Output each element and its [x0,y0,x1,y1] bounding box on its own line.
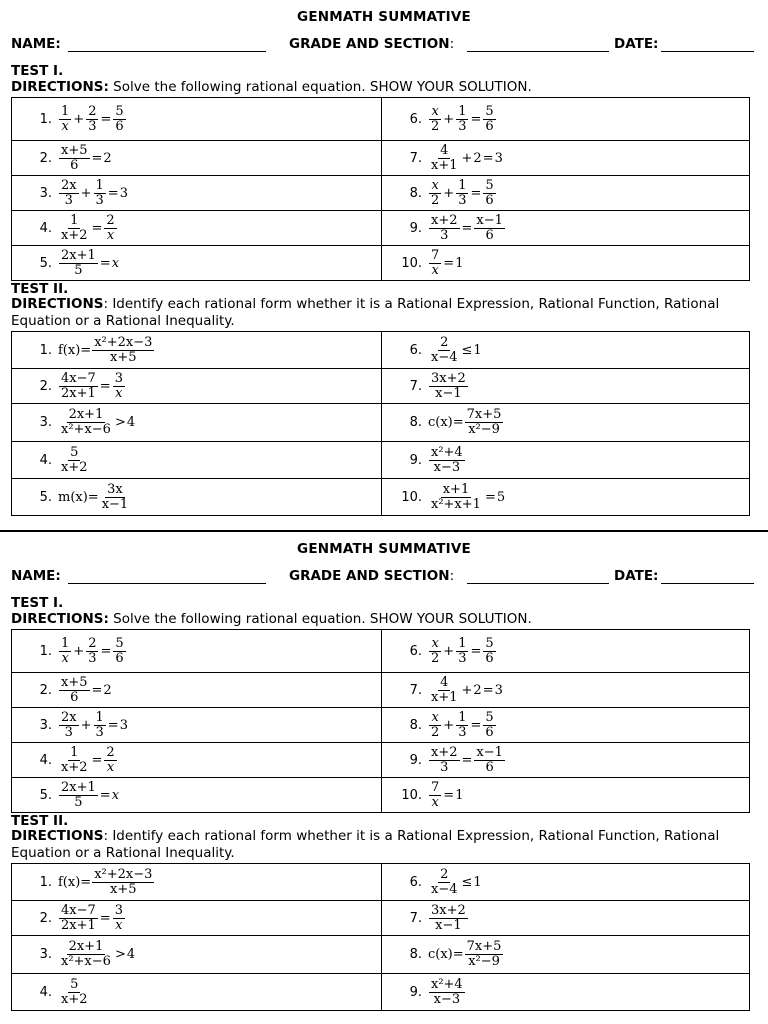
equation: $\frac{2x}{3}$ + $\frac{1}{3}$ = 3 [61,709,128,740]
test1-table [11,629,750,813]
student-info-line [11,566,756,586]
expression: $\frac{2}{x-4}$ ≤ 1 [431,334,482,365]
test1-table [11,97,750,281]
equation: $\frac{x+5}{6}$ = 2 [61,142,112,173]
test2-directions: DIRECTIONS: Identify each rational form whether it is a Rational Expression, Rational Function, Rational Equation or a Rational Inequality. [11,828,720,861]
student-info-line [11,34,756,54]
equation: $\frac{x}{2}$ + $\frac{1}{3}$ = $\frac{5}{6}$ [431,177,494,208]
expression: $\frac{5}{x+2}$ [61,976,88,1007]
test2-label: TEST II. [11,281,69,297]
date-field[interactable] [661,583,754,584]
equation: $\frac{x}{2}$ + $\frac{1}{3}$ = $\frac{5}{6}$ [431,709,494,740]
grade-field[interactable] [467,51,609,52]
table-row: 5. $\frac{2x+1}{5}$ = x 10. $\frac{7}{x}$ = 1 [12,778,750,813]
date-field[interactable] [661,51,754,52]
expression: $\frac{4x-7}{2x+1}$ = $\frac{3}{x}$ [61,902,123,933]
grade-field[interactable] [467,583,609,584]
name-label: NAME: [11,36,61,52]
date-label: DATE: [614,36,659,52]
expression: $\frac{5}{x+2}$ [61,444,88,475]
expression: $\frac{3x+2}{x-1}$ [431,902,466,933]
table-row: 3. $\frac{2x}{3}$ + $\frac{1}{3}$ = 3 8. $\frac{x}{2}$ + $\frac{1}{3}$ = $\frac{5}{6}$ [12,708,750,743]
table-row: 2. $\frac{4x-7}{2x+1}$ = $\frac{3}{x}$ 7. $\frac{3x+2}{x-1}$ [12,901,750,936]
test2-directions: DIRECTIONS: Identify each rational form whether it is a Rational Expression, Rational Function, Rational Equation or a Rational Inequality. [11,296,720,329]
cut-line-divider [0,530,768,532]
test1-label: TEST I. [11,595,64,611]
equation: $\frac{4}{x+1}$ + 2 = 3 [431,142,503,173]
equation: $\frac{4}{x+1}$ + 2 = 3 [431,674,503,705]
test1-directions: DIRECTIONS: Solve the following rational equation. SHOW YOUR SOLUTION. [11,79,532,95]
equation: $\frac{x+5}{6}$ = 2 [61,674,112,705]
name-field[interactable] [68,51,266,52]
expression: $\frac{2x+1}{\text{x²+x−6}}$ > 4 [61,407,136,437]
expression: $\frac{3x+2}{x-1}$ [431,370,466,401]
table-row: 4. $\frac{5}{x+2}$ 9. $\frac{\text{x²+4}}{x-3}$ [12,974,750,1011]
test2-table [11,331,750,516]
table-row: 1. $\frac{1}{x}$ + $\frac{2}{3}$ = $\frac{5}{6}$ 6. $\frac{x}{2}$ + $\frac{1}{3}$ = $\frac{5}{6}$ [12,98,750,141]
expression: $\frac{2x+1}{\text{x²+x−6}}$ > 4 [61,939,136,969]
equation: $\frac{7}{x}$ = 1 [431,779,464,810]
expression: $\frac{x+1}{\text{x²+x+1}}$ = 5 [431,481,506,512]
equation: $\frac{x}{2}$ + $\frac{1}{3}$ = $\frac{5}{6}$ [431,635,494,666]
table-row: 3. $\frac{2x}{3}$ + $\frac{1}{3}$ = 3 8. $\frac{x}{2}$ + $\frac{1}{3}$ = $\frac{5}{6}$ [12,176,750,211]
grade-label: GRADE AND SECTION: [289,36,455,52]
expression: c(x)= $\frac{7x+5}{\text{x²−9}}$ [428,407,502,437]
equation: $\frac{1}{x+2}$ = $\frac{2}{x}$ [61,212,115,243]
expression: $\frac{\text{x²+4}}{x-3}$ [431,444,463,475]
page-title: GENMATH SUMMATIVE [297,541,471,557]
table-row: 1. $\frac{1}{x}$ + $\frac{2}{3}$ = $\frac{5}{6}$ 6. $\frac{x}{2}$ + $\frac{1}{3}$ = $\frac{5}{6}$ [12,630,750,673]
test1-label: TEST I. [11,63,64,79]
equation: $\frac{2x+1}{5}$ = x [61,247,120,278]
equation: $\frac{2x+1}{5}$ = x [61,779,120,810]
equation: $\frac{1}{x+2}$ = $\frac{2}{x}$ [61,744,115,775]
test1-directions: DIRECTIONS: Solve the following rational equation. SHOW YOUR SOLUTION. [11,611,532,627]
table-row: 2. $\frac{x+5}{6}$ = 2 7. $\frac{4}{x+1}$ + 2 = 3 [12,141,750,176]
equation: $\frac{7}{x}$ = 1 [431,247,464,278]
table-row: 1. f(x)= $\frac{\text{x²+2x−3}}{x+5}$ 6. $\frac{2}{x-4}$ ≤ 1 [12,864,750,901]
expression: f(x)= $\frac{\text{x²+2x−3}}{x+5}$ [58,334,153,365]
table-row: 4. $\frac{5}{x+2}$ 9. $\frac{\text{x²+4}}{x-3}$ [12,442,750,479]
table-row: 5. m(x)= $\frac{3x}{x-1}$ 10. $\frac{x+1}{\text{x²+x+1}}$ = 5 [12,479,750,516]
table-row: 5. $\frac{2x+1}{5}$ = x 10. $\frac{7}{x}$ = 1 [12,246,750,281]
equation: $\frac{x}{2}$ + $\frac{1}{3}$ = $\frac{5}{6}$ [431,103,494,134]
expression: c(x)= $\frac{7x+5}{\text{x²−9}}$ [428,939,502,969]
expression: f(x)= $\frac{\text{x²+2x−3}}{x+5}$ [58,866,153,897]
name-field[interactable] [68,583,266,584]
test2-label: TEST II. [11,813,69,829]
expression: $\frac{4x-7}{2x+1}$ = $\frac{3}{x}$ [61,370,123,401]
date-label: DATE: [614,568,659,584]
table-row: 3. $\frac{2x+1}{\text{x²+x−6}}$ > 4 8. c(x)= $\frac{7x+5}{\text{x²−9}}$ [12,936,750,974]
page-title: GENMATH SUMMATIVE [297,9,471,25]
grade-label: GRADE AND SECTION: [289,568,455,584]
equation: $\frac{1}{x}$ + $\frac{2}{3}$ = $\frac{5}{6}$ [61,103,124,134]
name-label: NAME: [11,568,61,584]
equation: $\frac{x+2}{3}$ = $\frac{x-1}{6}$ [431,744,503,775]
table-row: 4. $\frac{1}{x+2}$ = $\frac{2}{x}$ 9. $\frac{x+2}{3}$ = $\frac{x-1}{6}$ [12,211,750,246]
table-row: 1. f(x)= $\frac{\text{x²+2x−3}}{x+5}$ 6. $\frac{2}{x-4}$ ≤ 1 [12,332,750,369]
table-row: 2. $\frac{x+5}{6}$ = 2 7. $\frac{4}{x+1}$ + 2 = 3 [12,673,750,708]
expression: $\frac{2}{x-4}$ ≤ 1 [431,866,482,897]
table-row: 3. $\frac{2x+1}{\text{x²+x−6}}$ > 4 8. c(x)= $\frac{7x+5}{\text{x²−9}}$ [12,404,750,442]
test2-table [11,863,750,1011]
table-row: 4. $\frac{1}{x+2}$ = $\frac{2}{x}$ 9. $\frac{x+2}{3}$ = $\frac{x-1}{6}$ [12,743,750,778]
equation: $\frac{x+2}{3}$ = $\frac{x-1}{6}$ [431,212,503,243]
expression: $\frac{\text{x²+4}}{x-3}$ [431,976,463,1007]
equation: $\frac{1}{x}$ + $\frac{2}{3}$ = $\frac{5}{6}$ [61,635,124,666]
table-row: 2. $\frac{4x-7}{2x+1}$ = $\frac{3}{x}$ 7. $\frac{3x+2}{x-1}$ [12,369,750,404]
expression: m(x)= $\frac{3x}{x-1}$ [58,481,129,512]
equation: $\frac{2x}{3}$ + $\frac{1}{3}$ = 3 [61,177,128,208]
